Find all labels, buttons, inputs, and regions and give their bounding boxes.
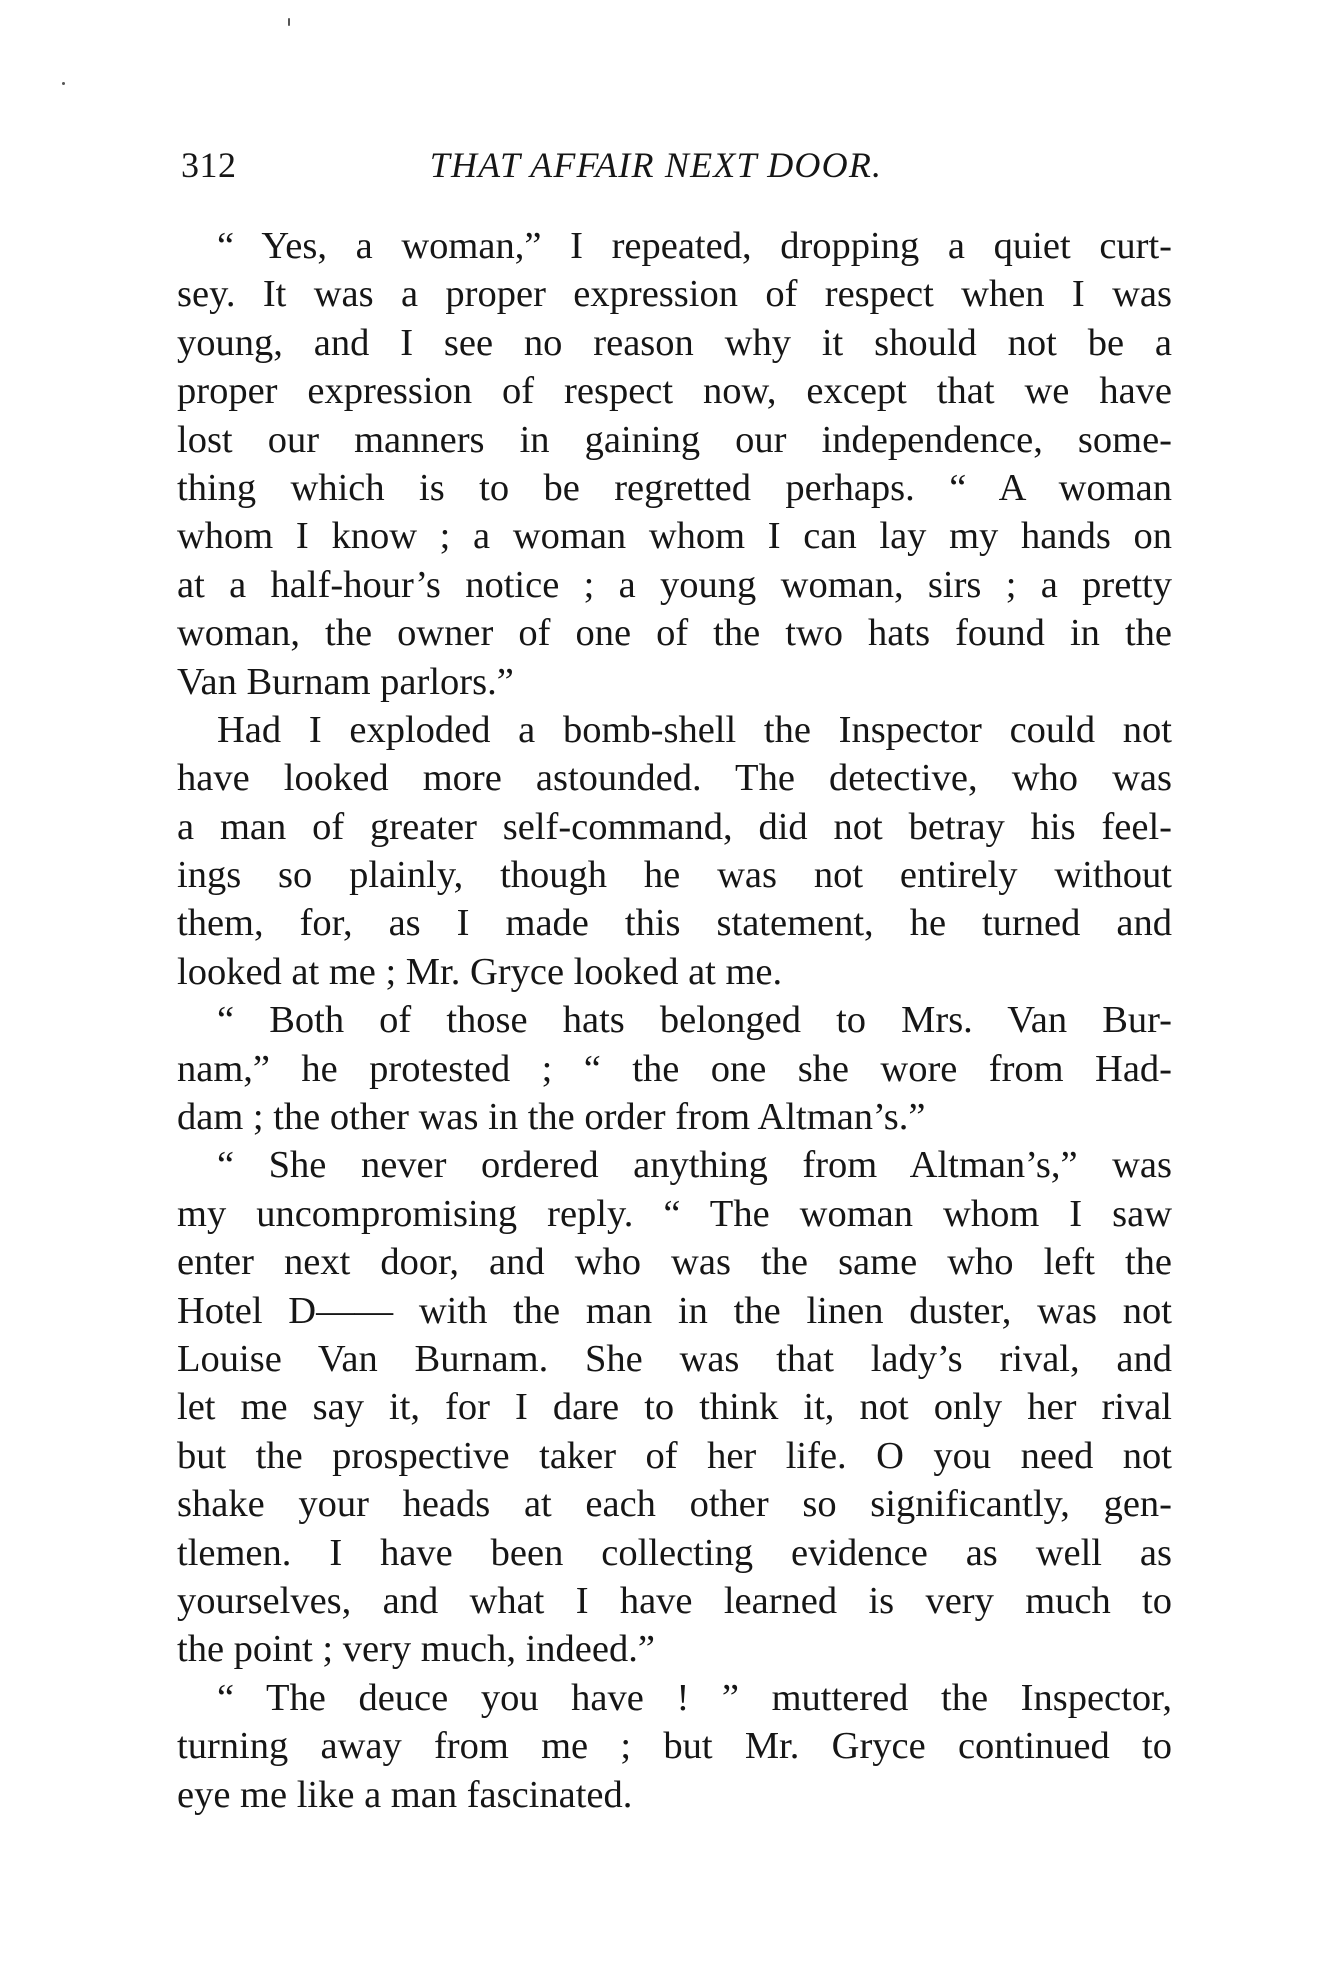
text-line: woman, the owner of one of the two hats found in the [177, 612, 1172, 655]
text-line: yourselves, and what I have learned is very much to [177, 1579, 1172, 1622]
text-line: looked at me ; Mr. Gryce looked at me. [177, 950, 783, 993]
text-line: thing which is to be regretted perhaps. “ A woman [177, 466, 1172, 509]
text-line: Van Burnam parlors.” [177, 660, 514, 703]
body-text [177, 222, 1172, 1819]
text-line: Louise Van Burnam. She was that lady’s rival, and [177, 1337, 1172, 1380]
running-title: THAT AFFAIR NEXT DOOR. [429, 145, 883, 185]
text-line: dam ; the other was in the order from Altman’s.” [177, 1096, 926, 1139]
text-line: whom I know ; a woman whom I can lay my hands on [177, 515, 1172, 558]
paper-speck [62, 82, 65, 85]
page-number: 312 [181, 145, 237, 185]
paper-speck [288, 18, 290, 26]
text-line: young, and I see no reason why it should not be a [177, 321, 1172, 364]
text-line: my uncompromising reply. “ The woman whom I saw [177, 1192, 1172, 1235]
text-line: ings so plainly, though he was not entirely without [177, 854, 1172, 897]
text-line: proper expression of respect now, except that we have [177, 370, 1172, 413]
text-line: at a half-hour’s notice ; a young woman, sirs ; a pretty [177, 563, 1172, 606]
text-line: lost our manners in gaining our independence, some- [177, 418, 1172, 461]
text-line: have looked more astounded. The detective, who was [177, 757, 1172, 800]
text-line: “ Yes, a woman,” I repeated, dropping a quiet curt- [217, 225, 1172, 267]
text-line: “ Both of those hats belonged to Mrs. Van Bur- [217, 999, 1172, 1042]
page-header [181, 140, 1161, 190]
text-line: but the prospective taker of her life. O you need not [177, 1434, 1172, 1477]
text-line: eye me like a man fascinated. [177, 1773, 633, 1816]
text-line: “ She never ordered anything from Altman’s,” was [217, 1144, 1172, 1187]
text-line: Hotel D—— with the man in the linen duster, was not [177, 1289, 1172, 1332]
text-line: the point ; very much, indeed.” [177, 1628, 655, 1671]
text-line: let me say it, for I dare to think it, not only her rival [177, 1386, 1172, 1429]
text-line: turning away from me ; but Mr. Gryce continued to [177, 1725, 1172, 1768]
text-line: enter next door, and who was the same who left the [177, 1241, 1172, 1284]
text-line: nam,” he protested ; “ the one she wore from Had- [177, 1047, 1172, 1090]
text-line: tlemen. I have been collecting evidence as well as [177, 1531, 1172, 1574]
text-line: “ The deuce you have ! ” muttered the Inspector, [217, 1676, 1172, 1719]
text-line: sey. It was a proper expression of respect when I was [177, 273, 1172, 316]
text-line: shake your heads at each other so significantly, gen- [177, 1483, 1172, 1526]
text-line: them, for, as I made this statement, he turned and [177, 902, 1172, 945]
text-line: a man of greater self-command, did not betray his feel- [177, 805, 1172, 848]
text-line: Had I exploded a bomb-shell the Inspector could not [217, 708, 1172, 751]
